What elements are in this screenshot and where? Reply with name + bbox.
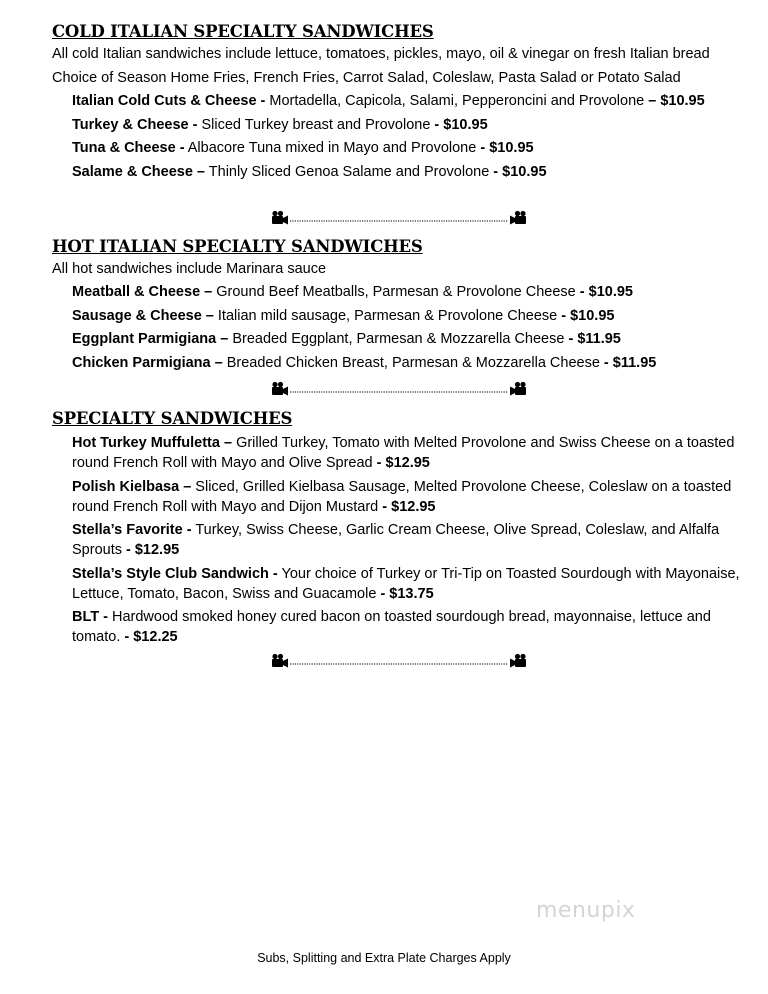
item-price: - $10.95	[480, 140, 534, 157]
menu-item	[72, 353, 742, 373]
item-description: Thinly Sliced Genoa Salame and Provolone	[205, 163, 494, 180]
item-price: - $12.95	[376, 455, 430, 471]
item-description: Sliced Turkey breast and Provolone	[197, 116, 435, 133]
item-description: Italian mild sausage, Parmesan & Provolone Cheese	[213, 307, 562, 324]
section-divider	[270, 209, 530, 227]
section-intro: All cold Italian sandwiches include lettuce, tomatoes, pickles, mayo, oil & vinegar on fresh Italian bread	[52, 46, 710, 62]
item-description: Breaded Eggplant, Parmesan & Mozzarella Cheese	[228, 331, 569, 348]
menu-item	[72, 282, 742, 302]
section-title: HOT ITALIAN SPECIALTY SANDWICHES	[52, 237, 423, 256]
film-camera-icon	[272, 382, 288, 396]
item-price: - $11.95	[603, 354, 657, 371]
section-specialty	[52, 409, 742, 651]
section-divider	[270, 652, 530, 670]
item-name: Chicken Parmigiana –	[72, 354, 223, 371]
menu-item	[72, 564, 742, 604]
film-camera-icon	[510, 382, 526, 396]
menu-item	[72, 520, 742, 560]
menu-item	[72, 138, 742, 158]
item-name: Polish Kielbasa –	[72, 478, 192, 495]
menu-item	[72, 433, 742, 473]
item-description: Your choice of Turkey or Tri-Tip on Toasted Sourdough with Mayonaise, Lettuce, Tomato, Bacon, Swiss and Guacamole	[72, 565, 740, 602]
item-price: - $11.95	[568, 331, 621, 348]
item-name: Eggplant Parmigiana –	[72, 331, 229, 348]
item-name: Hot Turkey Muffuletta –	[72, 435, 233, 451]
menu-item	[72, 115, 742, 135]
item-price: - $12.95	[382, 498, 436, 515]
item-price: - $10.95	[561, 307, 615, 324]
item-name: Meatball & Cheese –	[72, 284, 213, 300]
item-description: Hardwood smoked honey cured bacon on toasted sourdough bread, mayonnaise, lettuce and tomato.	[72, 609, 711, 646]
item-price: - $10.95	[434, 116, 488, 133]
section-title: SPECIALTY SANDWICHES	[52, 409, 293, 428]
item-price: – $10.95	[648, 93, 705, 109]
item-description: Grilled Turkey, Tomato with Melted Provolone and Swiss Cheese on a toasted round French Roll with Mayo and Olive Spread	[72, 435, 735, 471]
item-price: - $12.95	[126, 542, 180, 559]
item-name: Italian Cold Cuts & Cheese -	[72, 93, 266, 109]
item-price: - $12.25	[124, 629, 178, 646]
item-description: Sliced, Grilled Kielbasa Sausage, Melted Provolone Cheese, Coleslaw on a toasted round French Roll with Mayo and Dijon Mustard	[72, 478, 732, 515]
item-description: Breaded Chicken Breast, Parmesan & Mozzarella Cheese	[222, 354, 604, 371]
item-name: Sausage & Cheese –	[72, 307, 214, 324]
footer-note: Subs, Splitting and Extra Plate Charges Apply	[257, 951, 511, 965]
film-camera-icon	[272, 654, 288, 668]
film-camera-icon	[510, 211, 526, 225]
item-price: - $13.75	[380, 585, 434, 602]
item-description: Albacore Tuna mixed in Mayo and Provolone	[184, 140, 481, 157]
section-divider	[270, 380, 530, 398]
item-price: - $10.95	[493, 163, 547, 180]
item-name: Turkey & Cheese -	[72, 116, 198, 133]
menu-item	[72, 477, 742, 517]
menu-item-list	[72, 282, 742, 373]
section-intro: All hot sandwiches include Marinara sauce	[52, 261, 327, 277]
section-intro: Choice of Season Home Fries, French Fries, Carrot Salad, Coleslaw, Pasta Salad or Potato Salad	[52, 70, 681, 86]
section-cold-italian	[52, 22, 742, 185]
menu-item	[72, 329, 742, 349]
item-description: Ground Beef Meatballs, Parmesan & Provolone Cheese	[212, 284, 580, 300]
item-name: Tuna & Cheese -	[72, 140, 185, 157]
menu-item	[72, 607, 742, 647]
menu-item	[72, 306, 742, 326]
film-camera-icon	[272, 211, 288, 225]
film-camera-icon	[510, 654, 526, 668]
item-description: Turkey, Swiss Cheese, Garlic Cream Cheese, Olive Spread, Coleslaw, and Alfalfa Sprouts	[72, 522, 720, 559]
menu-item	[72, 162, 742, 182]
item-description: Mortadella, Capicola, Salami, Pepperoncini and Provolone	[265, 93, 649, 109]
section-hot-italian	[52, 237, 742, 376]
menu-item-list	[72, 91, 742, 182]
item-price: - $10.95	[579, 284, 633, 300]
item-name: BLT -	[72, 609, 108, 626]
item-name: Salame & Cheese –	[72, 163, 205, 180]
item-name: Stella’s Favorite -	[72, 522, 192, 539]
item-name: Stella’s Style Club Sandwich -	[72, 565, 278, 582]
watermark-logo: menupix	[536, 898, 636, 923]
section-title: COLD ITALIAN SPECIALTY SANDWICHES	[52, 22, 434, 41]
menu-item-list	[72, 433, 742, 647]
menu-item	[72, 91, 742, 111]
